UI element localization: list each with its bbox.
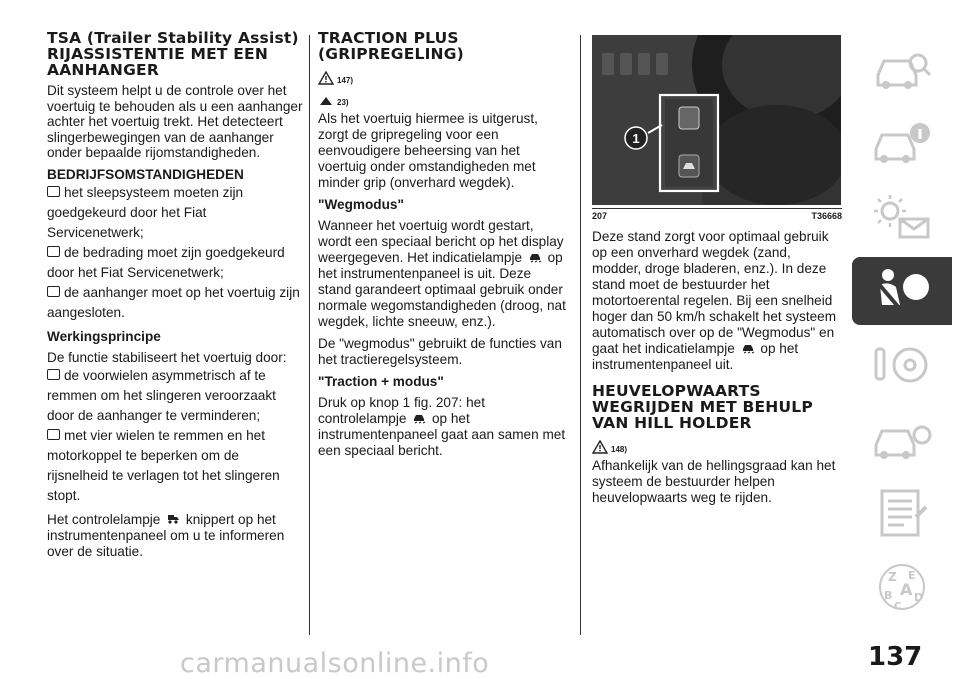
mode-road-note: De "wegmodus" gebruikt de functies van het tractieregelsysteem. [318, 336, 562, 367]
column-tsa [47, 30, 303, 566]
safety-airbag-icon [870, 265, 934, 317]
car-search-icon [870, 43, 934, 95]
svg-text:Z: Z [888, 570, 897, 584]
checklist-icon [870, 487, 934, 539]
alphabet-index-icon [870, 561, 934, 613]
car-info-icon [870, 117, 934, 169]
principle-item: de voorwielen asymmetrisch af te remmen om het slingeren veroorzaakt door de aanhanger te verminderen; [47, 367, 276, 423]
figure-number: 207 [592, 211, 608, 221]
tab-car-service[interactable] [852, 405, 952, 473]
principle-intro: De functie stabiliseert het voertuig door: [47, 349, 287, 365]
tab-checklist[interactable] [852, 479, 952, 547]
steering-key-icon [870, 339, 934, 391]
section-title-hill-holder: HEUVELOPWAARTS WEGRIJDEN MET BEHULP VAN HILL HOLDER [592, 382, 813, 432]
warning-triangle-icon [592, 440, 608, 454]
traction-lamp-icon [528, 251, 542, 263]
tab-car-info[interactable] [852, 109, 952, 177]
svg-text:C: C [894, 601, 902, 612]
warning-lights-icon [870, 191, 934, 243]
column-figure [592, 35, 842, 512]
svg-text:A: A [900, 580, 913, 599]
mode-road-title: "Wegmodus" [318, 197, 404, 212]
bullet-box-icon [47, 286, 60, 297]
car-service-icon [870, 413, 934, 465]
bullet-box-icon [47, 369, 60, 380]
column-divider [580, 35, 581, 635]
page-number: 137 [868, 642, 923, 672]
section-title-tsa: TSA (Trailer Stability Assist) RIJASSISTENTIE MET EEN AANHANGER [47, 29, 299, 79]
hand-note-icon [318, 93, 334, 107]
note-ref: 23) [318, 89, 566, 107]
mode-road-text: Wanneer het voertuig wordt gestart, wordt een speciaal bericht op het display weergegeven. Het indicatielampje op het instrumentenpaneel is uit. Deze stand garandeert optimaal gebruik onder normale wegomstandigheden (droog, nat wegdek, lichte sneeuw, enz.). [318, 218, 566, 329]
requirement-item: de aanhanger moet op het voertuig zijn aangesloten. [47, 284, 300, 320]
traction-mode-desc: Deze stand zorgt voor optimaal gebruik op een onverhard wegdek (zand, modder, droge bladeren, enz.). In deze stand moet de bestuurder het motortoerental regelen. Bij een snelheid hoger dan 50 km/h schakelt het systeem automatisch over op de "Wegmodus" en gaat het indicatielampje op het instrumentenpaneel uit. [592, 229, 837, 372]
bullet-box-icon [47, 186, 60, 197]
figure-callout-1: 1 [632, 131, 640, 146]
traction-lamp-icon [412, 412, 426, 424]
dashboard-image [592, 35, 841, 205]
bullet-box-icon [47, 246, 60, 257]
tab-warning-lights[interactable] [852, 183, 952, 251]
lamp-paragraph: Het controlelampje knippert op het instrumentenpaneel om u te informeren over de situatie. [47, 511, 285, 559]
tsa-intro: Dit systeem helpt u de controle over het voertuig te behouden als u een aanhanger achter het voertuig trekt. Het detecteert slingerbewegingen van de aanhanger onder bepaalde rijomstandigheden. [47, 83, 303, 160]
watermark: carmanualsonline.info [180, 648, 490, 679]
figure-caption [592, 208, 842, 221]
warning-ref: 147) [318, 67, 566, 85]
svg-text:B: B [884, 589, 893, 602]
dashboard-photo [592, 35, 841, 205]
tab-car-search[interactable] [852, 35, 952, 103]
column-traction [318, 30, 566, 465]
bullet-box-icon [47, 429, 60, 440]
requirements-title: BEDRIJFSOMSTANDIGHEDEN [47, 166, 244, 182]
chapter-sidebar [852, 35, 960, 627]
tab-alphabet-index[interactable] [852, 553, 952, 621]
traction-intro: Als het voertuig hiermee is uitgerust, zorgt de gripregeling voor een eenvoudigere beheersing van het voertuig onder omstandigheden met minder grip (onverhard wegdek). [318, 111, 538, 190]
warning-triangle-icon [318, 71, 334, 85]
mode-traction-title: "Traction + modus" [318, 374, 444, 389]
tab-steering-key[interactable] [852, 331, 952, 399]
principle-title: Werkingsprincipe [47, 328, 161, 344]
requirement-item: de bedrading moet zijn goedgekeurd door het Fiat Servicenetwerk; [47, 244, 285, 280]
traction-lamp-icon [741, 342, 755, 354]
svg-text:E: E [908, 569, 916, 582]
hill-holder-text: Afhankelijk van de hellingsgraad kan het systeem de bestuurder helpen heuvelopwaarts weg te rijden. [592, 458, 836, 505]
trailer-sway-lamp-icon [166, 513, 180, 525]
mode-traction-text: Druk op knop 1 fig. 207: het controlelampje op het instrumentenpaneel gaat aan samen met een speciaal bericht. [318, 395, 566, 458]
principle-item: met vier wielen te remmen en het motorkoppel te beperken om de rijsnelheid te verlagen tot het slingeren stopt. [47, 427, 280, 503]
tab-safety[interactable] [852, 257, 952, 325]
section-title-traction: TRACTION PLUS (GRIPREGELING) [318, 29, 464, 63]
figure-code: T36668 [811, 211, 842, 221]
column-divider [309, 35, 310, 635]
requirement-item: het sleepsysteem moeten zijn goedgekeurd door het Fiat Servicenetwerk; [47, 184, 244, 240]
warning-ref: 148) [592, 436, 842, 454]
svg-text:D: D [914, 591, 924, 604]
